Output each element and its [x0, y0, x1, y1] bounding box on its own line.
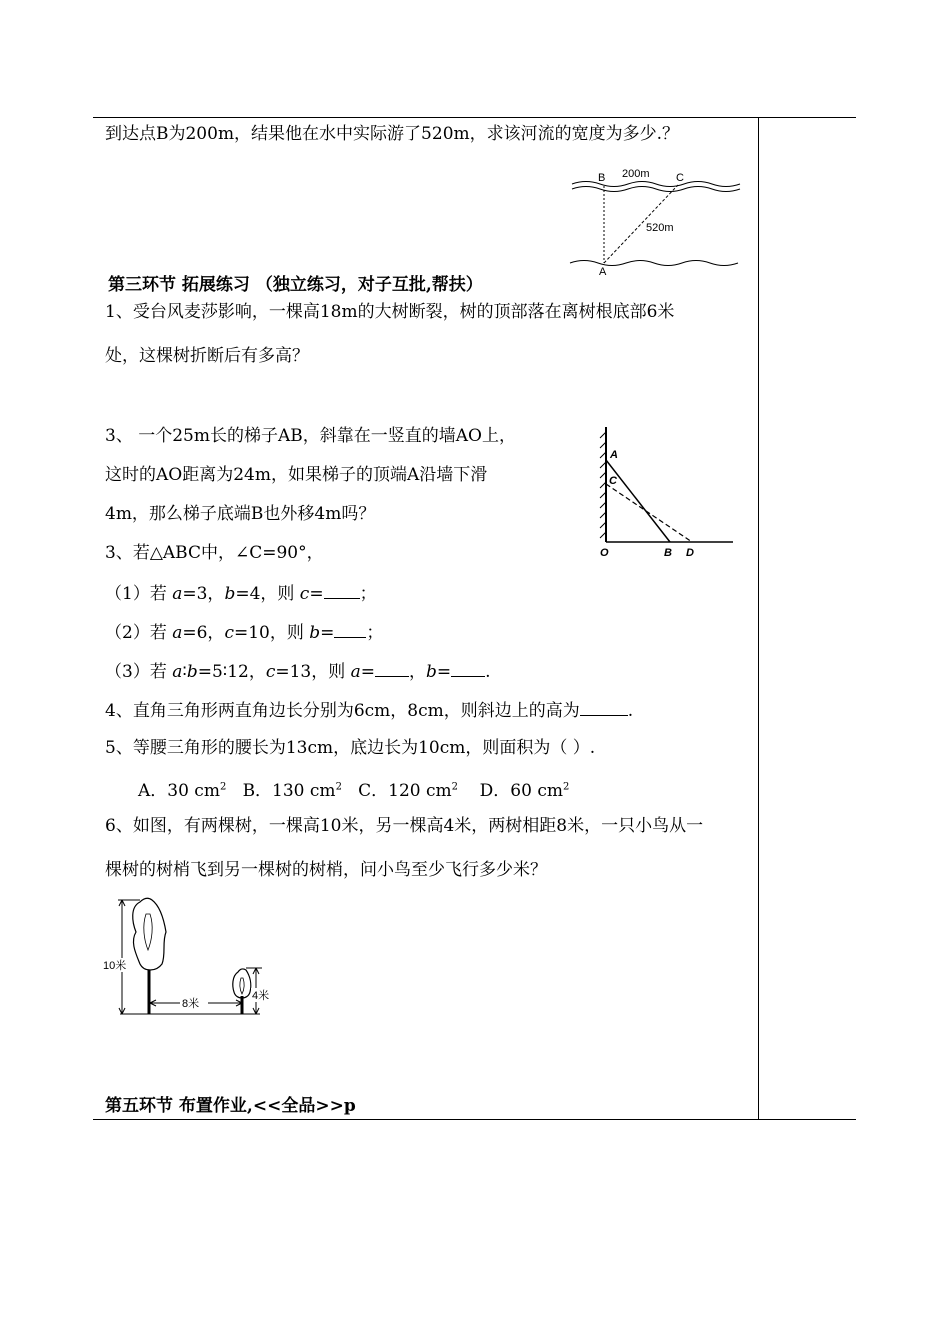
- label-c: C: [676, 172, 684, 184]
- q5-options: [138, 777, 569, 801]
- q5: 5、等腰三角形的腰长为13cm，底边长为10cm，则面积为（ ）.: [105, 738, 596, 758]
- table-top-border: [93, 117, 856, 118]
- label-4m: 4米: [252, 990, 270, 1002]
- ladder-ab: [606, 460, 670, 542]
- answer-blank-b2: [451, 660, 485, 677]
- ladder-cd: [606, 484, 692, 542]
- q3a-line2: 这时的AO距离为24m，如果梯子的顶端A沿墙下滑: [105, 465, 488, 485]
- q3b-part3: （3）若 a∶b=5∶12，c=13，则 a= ，b= .: [105, 662, 491, 682]
- label-a: A: [610, 449, 618, 461]
- label-10m: 10米: [103, 960, 127, 972]
- option-a: A．30 $cm^2$: [138, 780, 227, 801]
- section5-title: 第五环节 布置作业,<<全品>>p: [105, 1096, 356, 1116]
- label-520m: 520m: [646, 222, 674, 234]
- q4: 4、直角三角形两直角边长分别为6cm，8cm，则斜边上的高为 .: [105, 701, 634, 721]
- option-c: C．120 $cm^2$: [358, 780, 459, 801]
- answer-blank-a: [375, 660, 409, 677]
- label-8m: 8米: [182, 998, 200, 1010]
- answer-blank-height: [580, 699, 628, 716]
- q3b-part1: （1）若 a=3，b=4，则 c= ；: [105, 584, 377, 604]
- label-d: D: [686, 547, 694, 559]
- river-figure: [566, 165, 746, 277]
- option-d: D．60 $cm^2$: [479, 780, 570, 801]
- section3-title: 第三环节 拓展练习 （独立练习，对子互批,帮扶）: [108, 275, 483, 295]
- q1-line1: 1、受台风麦莎影响，一棵高18m的大树断裂，树的顶部落在离树根底部6米: [105, 302, 675, 322]
- q6-line2: 棵树的树梢飞到另一棵树的树梢，问小鸟至少飞行多少米？: [105, 860, 547, 880]
- q3b-part2: （2）若 a=6，c=10，则 b= ；: [105, 623, 384, 643]
- q3b-title: 3、若△ABC中，∠C=90°，: [105, 543, 324, 563]
- tree-figure: [100, 892, 290, 1020]
- answer-blank-b: [334, 621, 366, 638]
- label-o: O: [600, 547, 609, 559]
- ladder-figure: [588, 422, 738, 562]
- river-bottom-bank: [570, 261, 738, 266]
- top-question-text: 到达点B为200m，结果他在水中实际游了520m，求该河流的宽度为多少.？: [105, 124, 680, 144]
- table-bottom-border: [93, 1119, 856, 1120]
- q3a-line1: 3、 一个25m长的梯子AB，斜靠在一竖直的墙AO上，: [105, 426, 516, 446]
- table-column-divider: [758, 117, 759, 1120]
- q3a-line3: 4m，那么梯子底端B也外移4m吗？: [105, 504, 376, 524]
- label-c: C: [609, 475, 617, 487]
- label-b: B: [598, 172, 606, 184]
- label-b: B: [664, 547, 672, 559]
- q6-line1: 6、如图，有两棵树，一棵高10米，另一棵高4米，两树相距8米，一只小鸟从一: [105, 816, 704, 836]
- answer-blank-c: [324, 582, 360, 599]
- label-a: A: [599, 266, 607, 277]
- q1-line2: 处，这棵树折断后有多高？: [105, 346, 309, 366]
- river-top-bank-2: [572, 187, 740, 192]
- big-tree-crown: [133, 898, 166, 970]
- option-b: B．130 $cm^2$: [242, 780, 342, 801]
- label-200m: 200m: [622, 168, 650, 180]
